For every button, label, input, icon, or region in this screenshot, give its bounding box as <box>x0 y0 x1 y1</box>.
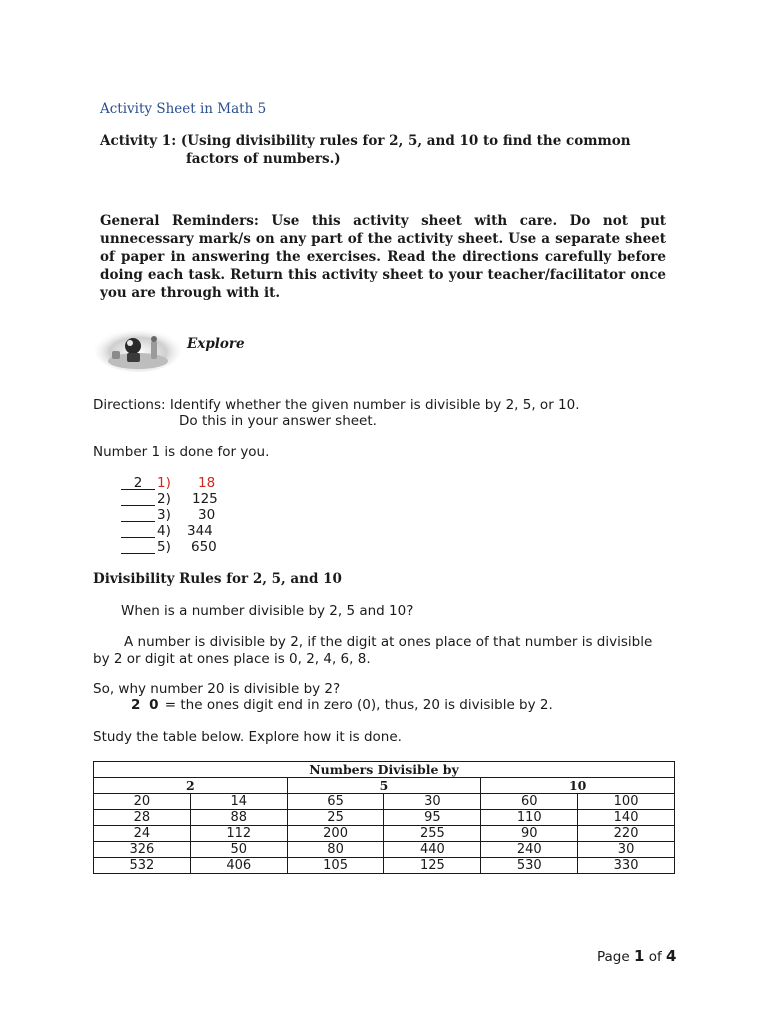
table-cell: 100 <box>578 794 675 810</box>
page-footer <box>597 947 676 965</box>
table-group-header: 2 <box>94 778 288 794</box>
table-cell: 112 <box>190 826 287 842</box>
item-value: 650 <box>191 539 217 555</box>
example-number: 2 0 <box>131 697 161 713</box>
table-row <box>94 794 675 810</box>
answer-blank <box>121 491 155 506</box>
of-word: of <box>648 949 662 965</box>
table-cell: 28 <box>94 810 191 826</box>
table-cell: 95 <box>384 810 481 826</box>
page-total: 4 <box>666 947 677 965</box>
table-cell: 105 <box>287 858 384 874</box>
rules-question: When is a number divisible by 2, 5 and 10? <box>121 603 414 619</box>
explore-clipart-icon <box>94 323 182 373</box>
exercise-item <box>121 507 241 523</box>
exercise-item <box>121 491 241 507</box>
directions-line1: Directions: Identify whether the given number is divisible by 2, 5, or 10. <box>93 397 580 413</box>
table-cell: 406 <box>190 858 287 874</box>
rules-heading: Divisibility Rules for 2, 5, and 10 <box>93 571 342 587</box>
table-cell: 220 <box>578 826 675 842</box>
table-row <box>94 826 675 842</box>
answer-blank <box>121 507 155 522</box>
table-cell: 530 <box>481 858 578 874</box>
table-group-header: 10 <box>481 778 675 794</box>
item-value: 125 <box>192 491 218 507</box>
divisibility-table <box>93 761 675 874</box>
table-cell: 24 <box>94 826 191 842</box>
directions-line2: Do this in your answer sheet. <box>179 413 377 429</box>
rule-text: A number is divisible by 2, if the digit at ones place of that number is divisible by 2 or digit at ones place is 0, 2, 4, 6, 8. <box>93 634 653 667</box>
table-cell: 25 <box>287 810 384 826</box>
answer-blank <box>121 523 155 538</box>
page-word: Page <box>597 949 630 965</box>
sheet-title: Activity Sheet in Math 5 <box>100 101 267 117</box>
table-cell: 240 <box>481 842 578 858</box>
item-index: 2) <box>157 491 171 507</box>
answer-blank <box>121 539 155 554</box>
table-cell: 255 <box>384 826 481 842</box>
table-group-header: 5 <box>287 778 481 794</box>
table-cell: 30 <box>384 794 481 810</box>
table-cell: 50 <box>190 842 287 858</box>
table-cell: 20 <box>94 794 191 810</box>
table-title: Numbers Divisible by <box>94 762 675 778</box>
table-row <box>94 842 675 858</box>
table-cell: 90 <box>481 826 578 842</box>
item-index: 3) <box>157 507 171 523</box>
exercise-item <box>121 539 241 555</box>
item-value: 18 <box>198 475 216 491</box>
table-cell: 88 <box>190 810 287 826</box>
table-cell: 140 <box>578 810 675 826</box>
answer-blank: 2 <box>121 475 155 490</box>
item-index: 1) <box>157 475 171 491</box>
so-why-question: So, why number 20 is divisible by 2? <box>93 681 341 697</box>
example-text: = the ones digit end in zero (0), thus, 20 is divisible by 2. <box>160 697 553 713</box>
exercise-item <box>121 475 241 491</box>
item-index: 5) <box>157 539 171 555</box>
study-instruction: Study the table below. Explore how it is done. <box>93 729 402 745</box>
table-cell: 532 <box>94 858 191 874</box>
exercise-item <box>121 523 241 539</box>
table-row <box>94 858 675 874</box>
table-cell: 60 <box>481 794 578 810</box>
table-cell: 65 <box>287 794 384 810</box>
explore-heading: Explore <box>187 336 245 352</box>
general-reminders: General Reminders: Use this activity sheet with care. Do not put unnecessary mark/s on any part of the activity sheet. Use a separate sheet of paper in answering the exercises. Read the directions carefully before doing each task. Return this activity sheet to your teacher/facilitator once you are through with it. <box>100 213 666 301</box>
page-current: 1 <box>633 947 645 965</box>
table-cell: 80 <box>287 842 384 858</box>
table-title-row <box>94 762 675 778</box>
table-cell: 330 <box>578 858 675 874</box>
activity-title-line2: factors of numbers.) <box>186 151 341 167</box>
table-cell: 440 <box>384 842 481 858</box>
table-group-row <box>94 778 675 794</box>
example-line <box>131 697 553 713</box>
table-cell: 14 <box>190 794 287 810</box>
item-value: 344 <box>187 523 213 539</box>
table-cell: 326 <box>94 842 191 858</box>
table-cell: 200 <box>287 826 384 842</box>
activity-title-line1: Activity 1: (Using divisibility rules for 2, 5, and 10 to find the common <box>100 133 631 149</box>
number1-note: Number 1 is done for you. <box>93 444 270 460</box>
table-cell: 30 <box>578 842 675 858</box>
table-row <box>94 810 675 826</box>
table-cell: 125 <box>384 858 481 874</box>
item-value: 30 <box>198 507 216 523</box>
item-index: 4) <box>157 523 171 539</box>
table-cell: 110 <box>481 810 578 826</box>
